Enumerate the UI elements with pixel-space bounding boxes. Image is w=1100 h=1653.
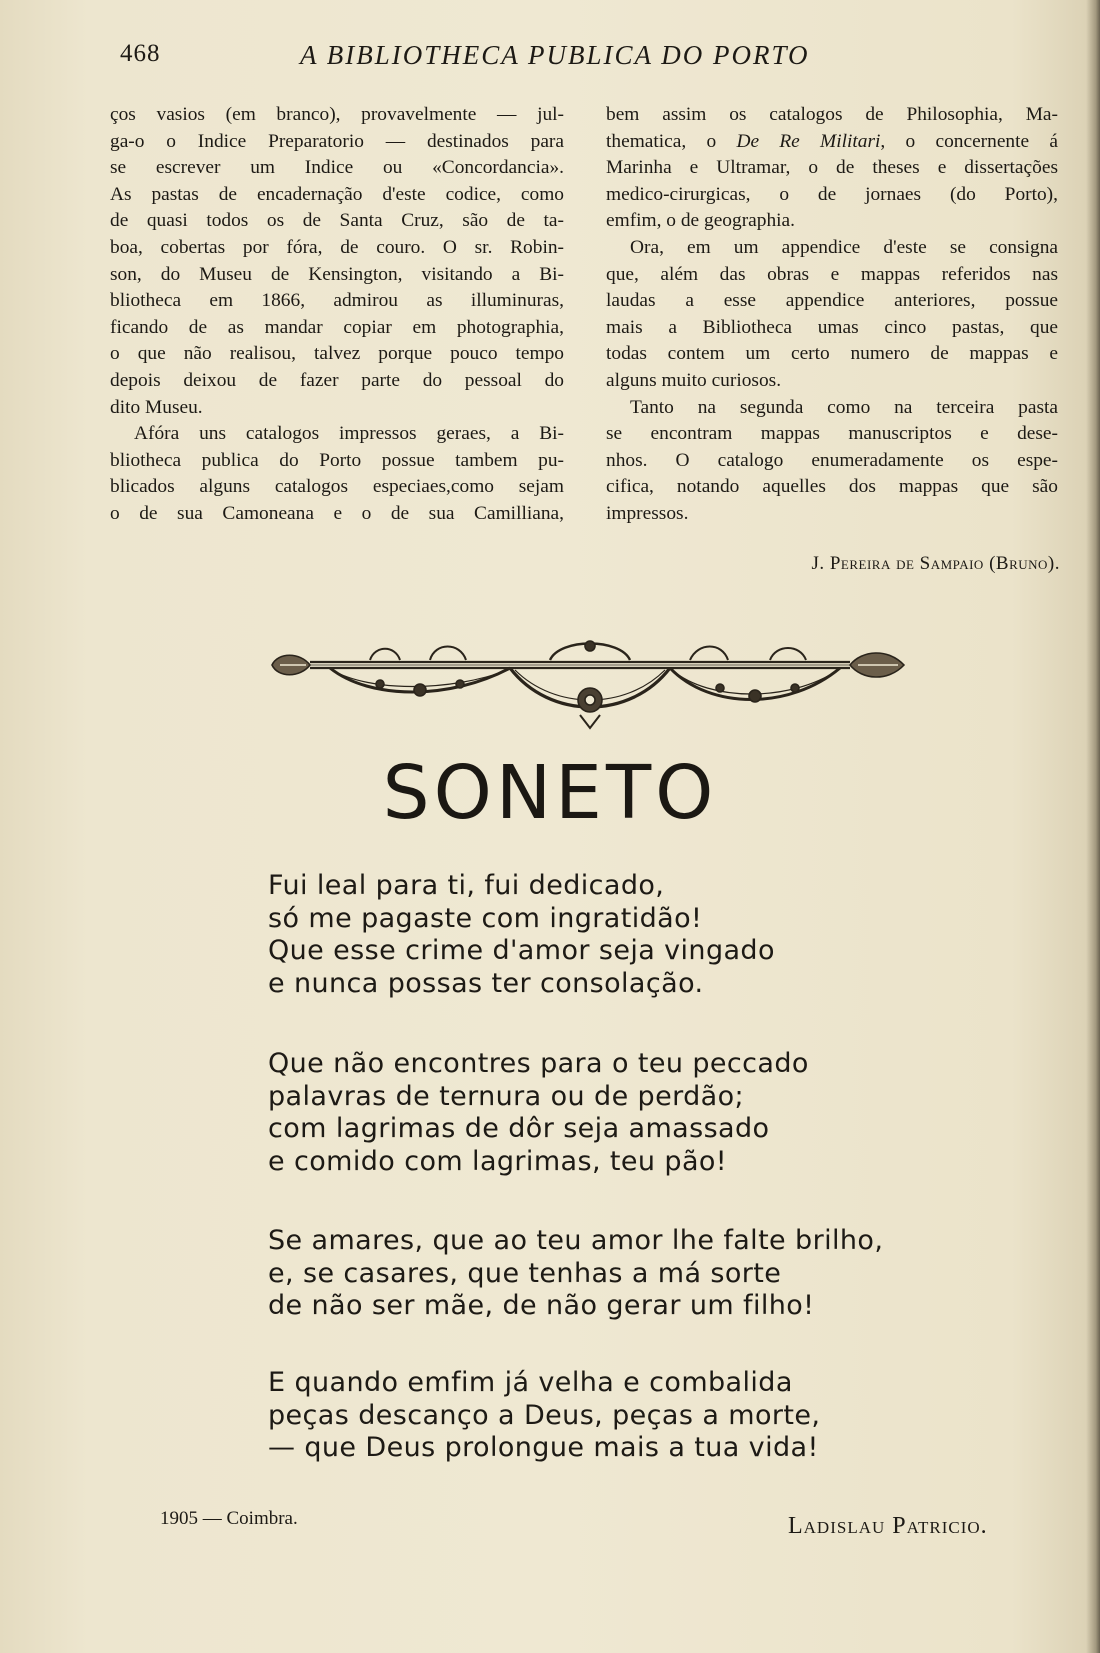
text-line: bem assim os catalogos de Philosophia, Ma- — [606, 104, 1058, 125]
text-line: mais a Bibliotheca umas cinco pastas, que — [606, 316, 1058, 338]
book-title: De Re Militari — [736, 130, 881, 152]
verse-line: Fui leal para ti, fui dedicado, — [268, 870, 665, 901]
text-line: As pastas de encadernação d'este codice, como — [110, 183, 564, 205]
text-line: ga-o o Indice Preparatorio — destinados para — [110, 130, 564, 152]
text-line: laudas a esse appendice anteriores, possue — [606, 290, 1058, 312]
right-paragraph-3 — [606, 395, 1058, 528]
text-line: bliotheca publica do Porto possue tambem pu- — [110, 449, 564, 471]
text-line: son, do Museu de Kensington, visitando a Bi- — [110, 263, 564, 285]
journal-title: A BIBLIOTHECA PUBLICA DO PORTO — [300, 40, 810, 70]
verse-line: e, se casares, que tenhas a má sorte — [268, 1257, 782, 1289]
text-line: de quasi todos os de Santa Cruz, são de ta- — [110, 210, 564, 232]
verse-line: — que Deus prolongue mais a tua vida! — [268, 1432, 819, 1463]
text-line: que, além das obras e mappas referidos nas — [606, 263, 1058, 285]
verse-line: palavras de ternura ou de perdão; — [268, 1080, 745, 1112]
verse-line: Se amares, que ao teu amor lhe falte brilho, — [268, 1225, 884, 1256]
text-line: cifica, notando aquelles dos mappas que são — [606, 476, 1058, 498]
running-head — [120, 40, 970, 80]
text-fragment: , o concernente á — [880, 130, 1059, 152]
text-line: depois deixou de fazer parte do pessoal do — [110, 369, 564, 391]
text-line: ços vasios (em branco), provavelmente — jul- — [110, 104, 564, 125]
text-line: Ora, em um appendice d'este se consigna — [630, 236, 1058, 258]
left-paragraph-1 — [110, 102, 564, 421]
text-fragment: thematica, o — [606, 130, 737, 152]
text-line: se encontram mappas manuscriptos e dese- — [606, 423, 1058, 445]
text-line: Afóra uns catalogos impressos geraes, a Bi- — [134, 423, 564, 445]
verse-line: só me pagaste com ingratidão! — [268, 902, 703, 934]
ornament-garland-icon — [270, 630, 910, 730]
sonnet-title: SONETO — [382, 750, 718, 836]
text-line: o que não realisou, talvez porque pouco tempo — [110, 343, 564, 365]
stanza-2 — [268, 1048, 809, 1178]
poem-author: Ladislau Patricio. — [788, 1513, 988, 1539]
left-column — [110, 102, 564, 528]
verse-line: com lagrimas de dôr seja amassado — [268, 1113, 770, 1144]
text-line: Tanto na segunda como na terceira pasta — [630, 396, 1058, 418]
text-line: boa, cobertas por fóra, de couro. O sr. Robin- — [110, 236, 564, 258]
verse-line: peças descanço a Deus, peças a morte, — [268, 1399, 821, 1431]
text-line: alguns muito curiosos. — [606, 369, 782, 391]
text-line: o de sua Camoneana e o de sua Camilliana, — [110, 502, 564, 524]
verse-line: Que esse crime d'amor seja vingado — [268, 935, 775, 966]
stanza-3 — [268, 1225, 883, 1323]
text-line: impressos. — [606, 502, 689, 524]
verse-line: E quando emfim já velha e combalida — [268, 1367, 793, 1398]
left-paragraph-2 — [110, 421, 564, 527]
verse-line: e comido com lagrimas, teu pão! — [268, 1145, 728, 1177]
stanza-4 — [268, 1367, 820, 1465]
text-line: Marinha e Ultramar, o de theses e dissertações — [606, 157, 1058, 179]
text-line: emfim, o de geographia. — [606, 210, 795, 232]
text-line: blicados alguns catalogos especiaes,como sejam — [110, 476, 564, 498]
right-column — [606, 102, 1058, 528]
text-line — [606, 129, 1058, 156]
verse-line: e nunca possas ter consolação. — [268, 967, 704, 999]
place-date: 1905 — Coimbra. — [160, 1508, 298, 1529]
article-signature: J. Pereira de Sampaio (Bruno). — [811, 553, 1060, 574]
text-line: nhos. O catalogo enumeradamente os espe- — [606, 449, 1058, 471]
verse-line: Que não encontres para o teu peccado — [268, 1048, 809, 1079]
text-line: se escrever um Indice ou «Concordancia». — [110, 157, 564, 179]
text-line: medico-cirurgicas, o de jornaes (do Porto), — [606, 183, 1058, 205]
right-paragraph-2 — [606, 235, 1058, 395]
page-number: 468 — [120, 40, 161, 67]
text-line: todas contem um certo numero de mappas e — [606, 343, 1058, 365]
text-line: bliotheca em 1866, admirou as illuminuras, — [110, 290, 564, 312]
text-line: dito Museu. — [110, 396, 203, 418]
right-paragraph-1 — [606, 102, 1058, 235]
text-line: ficando de as mandar copiar em photographia, — [110, 316, 564, 338]
stanza-1 — [268, 870, 775, 1000]
verse-line: de não ser mãe, de não gerar um filho! — [268, 1290, 815, 1321]
